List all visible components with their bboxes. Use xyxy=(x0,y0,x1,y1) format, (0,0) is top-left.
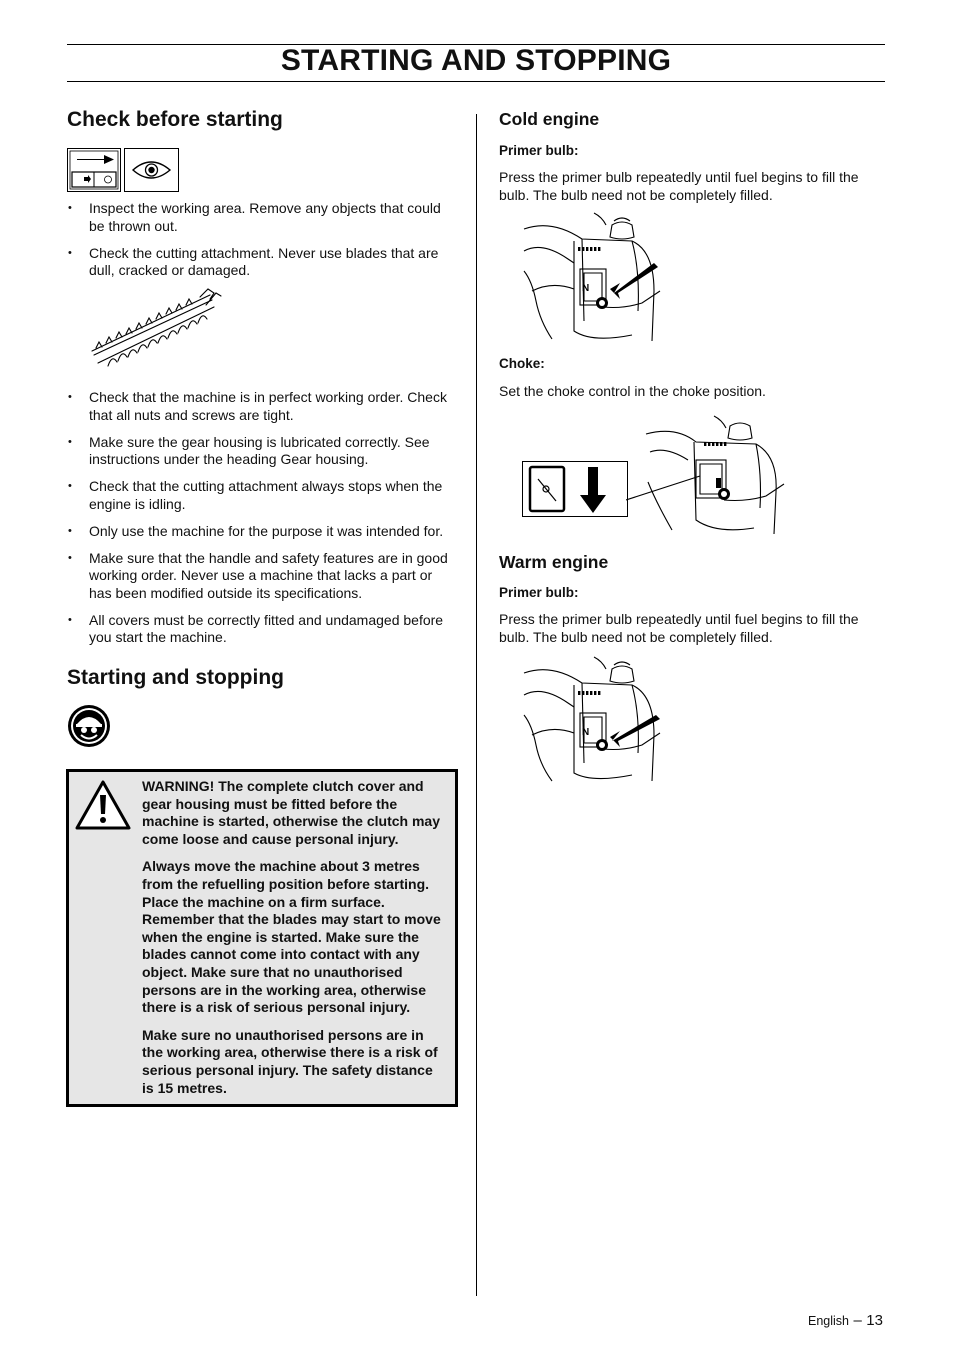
cold-primer-label: Primer bulb: xyxy=(499,143,579,158)
warning-triangle-icon xyxy=(75,780,131,835)
list-item: • Only use the machine for the purpose it was intended for. xyxy=(67,523,457,541)
engine-letter: N xyxy=(582,283,590,294)
eye-inspect-icon xyxy=(124,148,179,197)
check-heading: Check before starting xyxy=(67,108,283,131)
warning-paragraph: Always move the machine about 3 metres from the refuelling position before starting. Place the machine on a firm surface. Remember that the blades may start to move when the engine is started. Make sure the blades cannot come into contact with any object. Make sure that no unauthorised persons are in the working area, otherwise there is a risk of serious personal injury. xyxy=(142,858,441,1016)
page-title: STARTING AND STOPPING xyxy=(280,44,672,77)
warm-primer-text: Press the primer bulb repeatedly until fuel begins to fill the bulb. The bulb need not be completely filled. xyxy=(499,611,859,645)
cold-engine-heading: Cold engine xyxy=(499,109,600,129)
engine-letter: N xyxy=(582,727,590,738)
list-item: • Check that the cutting attachment always stops when the engine is idling. xyxy=(67,478,457,513)
warning-text xyxy=(142,778,448,1107)
list-item: • Make sure the gear housing is lubricated correctly. See instructions under the heading Gear housing. xyxy=(67,434,457,469)
read-manual-icon xyxy=(67,148,121,197)
engine-primer-illustration xyxy=(522,655,664,788)
warm-engine-heading: Warm engine xyxy=(499,552,609,572)
list-item: • All covers must be correctly fitted and undamaged before you start the machine. xyxy=(67,612,457,647)
protective-equipment-icon xyxy=(67,704,111,753)
footer-separator: – xyxy=(853,1312,862,1329)
warning-paragraph: WARNING! The complete clutch cover and gear housing must be fitted before the machine is started, otherwise the clutch may come loose and cause personal injury. xyxy=(142,778,440,847)
engine-choke-illustration xyxy=(626,412,786,541)
check-list-1 xyxy=(67,200,457,289)
list-item: • Check that the machine is in perfect working order. Check that all nuts and screws are tight. xyxy=(67,389,457,424)
starting-heading: Starting and stopping xyxy=(67,666,284,689)
list-item: • Check the cutting attachment. Never use blades that are dull, cracked or damaged. xyxy=(67,245,457,280)
warning-paragraph: Make sure no unauthorised persons are in the working area, otherwise there is a risk of serious personal injury. The safety distance is 15 metres. xyxy=(142,1026,438,1096)
choke-text: Set the choke control in the choke position. xyxy=(499,383,766,399)
page-number: 13 xyxy=(866,1312,883,1329)
choke-symbol-icon xyxy=(522,461,628,522)
page-footer xyxy=(808,1312,883,1330)
engine-primer-illustration xyxy=(522,211,664,348)
check-list-2 xyxy=(67,389,457,656)
list-item: • Inspect the working area. Remove any objects that could be thrown out. xyxy=(67,200,457,235)
warning-box xyxy=(66,769,458,1107)
choke-label: Choke: xyxy=(499,356,545,371)
title-rule xyxy=(67,81,885,82)
warm-primer-label: Primer bulb: xyxy=(499,585,579,600)
hedge-trimmer-blades-illustration xyxy=(88,283,223,380)
footer-language: English xyxy=(808,1314,849,1328)
column-divider xyxy=(476,114,477,1296)
cold-primer-text: Press the primer bulb repeatedly until fuel begins to fill the bulb. The bulb need not be completely filled. xyxy=(499,169,859,203)
list-item: • Make sure that the handle and safety features are in good working order. Never use a machine that lacks a part or has been modified outside its specifications. xyxy=(67,550,457,603)
